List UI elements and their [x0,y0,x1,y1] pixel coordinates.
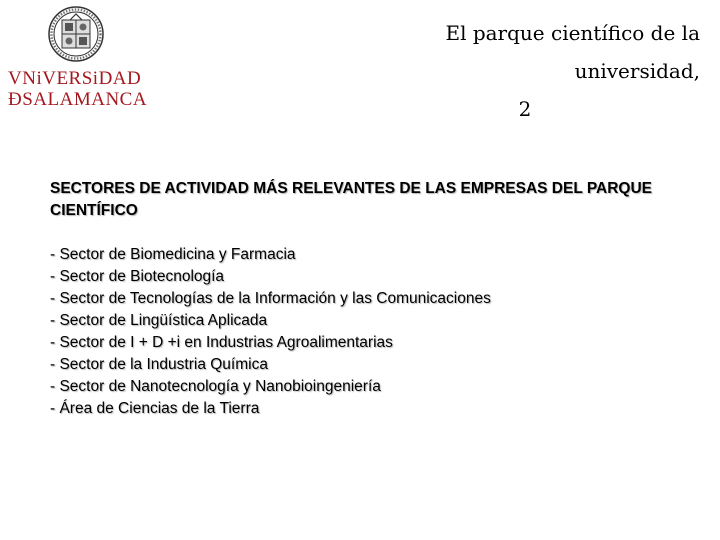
sector-item: - Sector de Tecnologías de la Información y las Comunicaciones [50,290,491,307]
sector-item: - Sector de la Industria Química [50,356,268,373]
sector-item: - Sector de Lingüística Aplicada [50,312,268,329]
sector-item: - Área de Ciencias de la Tierra [50,400,260,417]
university-name-line-2: ÐSALAMANCA [8,89,148,110]
sector-item: - Sector de I + D +i en Industrias Agroalimentarias [50,334,393,351]
university-seal-icon [48,6,104,62]
sector-list [50,244,670,420]
sector-item: - Sector de Biotecnología [50,268,225,285]
slide-title [330,14,700,128]
university-name-line-1: VNiVERSiDAD [8,68,142,89]
university-logo [8,6,148,110]
sector-item: - Sector de Nanotecnología y Nanobioingeniería [50,378,381,395]
slide-title-line-2: 2 [518,97,532,121]
slide-title-line-1: El parque científico de la universidad, [445,21,700,83]
sector-item: - Sector de Biomedicina y Farmacia [50,246,296,263]
section-heading: SECTORES DE ACTIVIDAD MÁS RELEVANTES DE LAS EMPRESAS DEL PARQUE CIENTÍFICO [50,180,652,219]
